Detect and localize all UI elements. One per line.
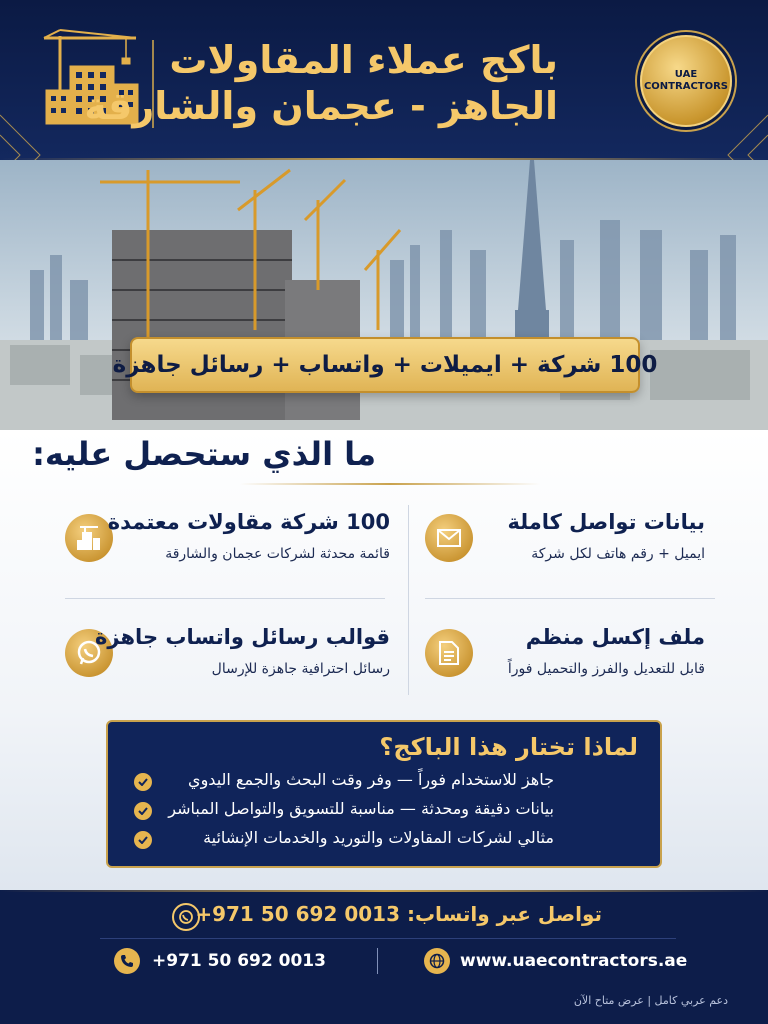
feature-title: بيانات تواصل كاملة xyxy=(507,510,705,534)
feature-excel-file xyxy=(425,625,755,715)
why-list-item xyxy=(134,770,574,796)
feature-desc: قابل للتعديل والفرز والتحميل فوراً xyxy=(507,661,705,677)
check-circle-icon xyxy=(134,773,152,791)
why-title: لماذا تختار هذا الباكج؟ xyxy=(379,733,638,761)
why-item-text: مثالي لشركات المقاولات والتوريد والخدمات الإنشائية xyxy=(203,828,554,847)
feature-desc: رسائل احترافية جاهزة للإرسال xyxy=(211,661,390,677)
why-item-text: بيانات دقيقة ومحدثة — مناسبة للتسويق والتواصل المباشر xyxy=(168,799,554,818)
package-summary-ribbon xyxy=(112,337,658,393)
feature-title: قوالب رسائل واتساب جاهزة xyxy=(95,625,390,649)
features-vertical-divider xyxy=(408,505,409,695)
envelope-icon xyxy=(425,514,473,562)
page-title-line2: الجاهز - عجمان والشارقة xyxy=(84,84,558,128)
check-circle-icon xyxy=(134,802,152,820)
feature-companies xyxy=(60,510,390,600)
contact-divider xyxy=(377,948,378,974)
check-circle-icon xyxy=(134,831,152,849)
feature-title: 100 شركة مقاولات معتمدة xyxy=(107,510,390,534)
building-icon xyxy=(65,514,113,562)
feature-desc: قائمة محدثة لشركات عجمان والشارقة xyxy=(165,546,390,562)
seal-text-line2: CONTRACTORS xyxy=(643,81,729,92)
feature-contact-data xyxy=(425,510,755,600)
feature-desc: ايميل + رقم هاتف لكل شركة xyxy=(531,546,705,562)
footer-fineprint: دعم عربي كامل | عرض متاح الآن xyxy=(573,994,728,1007)
document-icon xyxy=(425,629,473,677)
website-link[interactable]: www.uaecontractors.ae xyxy=(460,951,688,971)
why-list-item xyxy=(134,799,574,825)
seal-text-line1: UAE xyxy=(674,69,698,80)
benefits-title-divider xyxy=(240,483,540,485)
why-item-text: جاهز للاستخدام فوراً — وفر وقت البحث والجمع اليدوي xyxy=(188,770,554,789)
feature-whatsapp-templates xyxy=(60,625,390,715)
phone-number[interactable]: +971 50 692 0013 xyxy=(152,951,326,971)
ribbon-text: 100 شركة + ايميلات + واتساب + رسائل جاهزة xyxy=(112,352,658,378)
why-list-item xyxy=(134,828,574,854)
whatsapp-contact-line[interactable] xyxy=(172,902,602,932)
features-horizontal-divider xyxy=(425,598,715,599)
globe-icon[interactable] xyxy=(424,948,450,974)
feature-title: ملف إكسل منظم xyxy=(525,625,705,649)
phone-icon[interactable] xyxy=(114,948,140,974)
features-horizontal-divider xyxy=(65,598,385,599)
whatsapp-contact-text[interactable]: تواصل عبر واتساب: 0013 692 50 971+ xyxy=(195,902,602,926)
benefits-title: ما الذي ستحصل عليه: xyxy=(32,435,376,473)
page-title-line1: باكج عملاء المقاولات xyxy=(169,38,558,82)
